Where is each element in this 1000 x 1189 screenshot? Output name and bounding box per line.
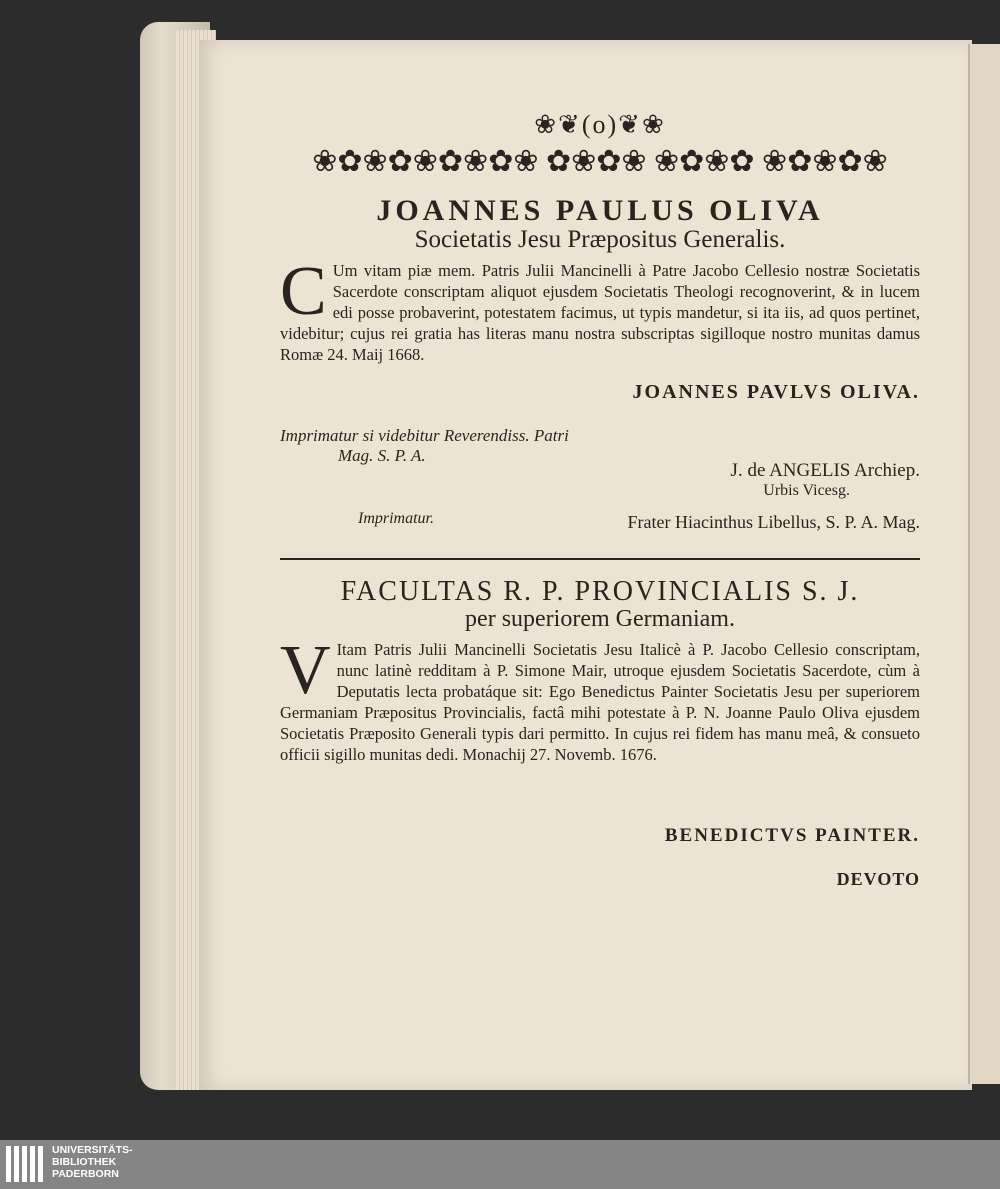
section2-paragraph xyxy=(280,632,920,765)
imprimatur-line-2: Mag. S. P. A. xyxy=(338,446,426,465)
section1-signature: JOANNES PAVLVS OLIVA. xyxy=(632,381,920,403)
section1-text: Um vitam piæ mem. Patris Julii Mancinelli à Patre Jacobo Cellesio nostræ Societatis Sacerdote conscriptam aliquot ejusdem Societatis Theologi recognoverint, & in lucem edi posse probaverint, potestatem facimus, ut typis mandetur, si ita iis, ad quos pertinet, videbitur; cujus rei gratia has literas manu nostra subscriptas sigilloque nostro munitas damus Romæ 24. Maij 1668. xyxy=(280,261,920,364)
section2-text: Itam Patris Julii Mancinelli Societatis Jesu Italicè à P. Jacobo Cellesio conscriptam, nunc latinè redditam à P. Simone Mair, utroque ejusdem Societatis Sacerdote, cùm à Deputatis lecta probatáque sit: Ego Benedictus Painter Societatis Jesu per superiorem Germaniam Præpositus Provincialis, factâ mihi potestate à P. N. Joanne Paulo Oliva ejusdem Societatis Præposito Generali typis dari permitto. In cujus rei fidem has manu meâ, & consueto officii sigillo munitas dedi. Monachij 27. Novemb. 1676. xyxy=(280,640,920,764)
section2-title: FACULTAS R. P. PROVINCIALIS S. J. xyxy=(340,576,860,607)
section1-title: JOANNES PAULUS OLIVA xyxy=(376,194,824,227)
library-name-line1: UNIVERSITÄTS- xyxy=(52,1144,133,1156)
section2-dropcap: V xyxy=(280,632,331,709)
section1-paragraph xyxy=(280,253,920,365)
ornament-band: ❀✿❀✿❀✿❀✿❀ ✿❀✿❀ ❀✿❀✿ ❀✿❀✿❀ xyxy=(312,145,888,178)
section2-signature: BENEDICTVS PAINTER. xyxy=(664,825,920,846)
page-content xyxy=(280,108,920,890)
imprimatur-2: Imprimatur. xyxy=(358,510,435,527)
facing-page-edge xyxy=(968,44,1000,1084)
ornament-top: ❀❦(o)❦❀ xyxy=(534,110,666,139)
divider-rule xyxy=(280,558,920,560)
frater-signature: Frater Hiacinthus Libellus, S. P. A. Mag. xyxy=(627,512,920,532)
library-name-line3: PADERBORN xyxy=(52,1168,119,1180)
library-logo-icon xyxy=(6,1146,48,1184)
urbis-vicesg: Urbis Vicesg. xyxy=(763,482,850,499)
section1-subtitle: Societatis Jesu Præpositus Generalis. xyxy=(414,226,786,253)
section2-subtitle: per superiorem Germaniam. xyxy=(465,606,735,632)
library-name-line2: BIBLIOTHEK xyxy=(52,1156,117,1168)
library-footer-bar xyxy=(0,1140,1000,1189)
imprimatur-line: Imprimatur si videbitur Reverendiss. Patri xyxy=(280,426,569,445)
angelis-signature: J. de ANGELIS Archiep. xyxy=(730,460,920,481)
library-name xyxy=(52,1144,133,1180)
catchword: DEVOTO xyxy=(836,869,920,889)
section1-dropcap: C xyxy=(280,253,327,330)
imprimatur-row xyxy=(280,508,920,538)
